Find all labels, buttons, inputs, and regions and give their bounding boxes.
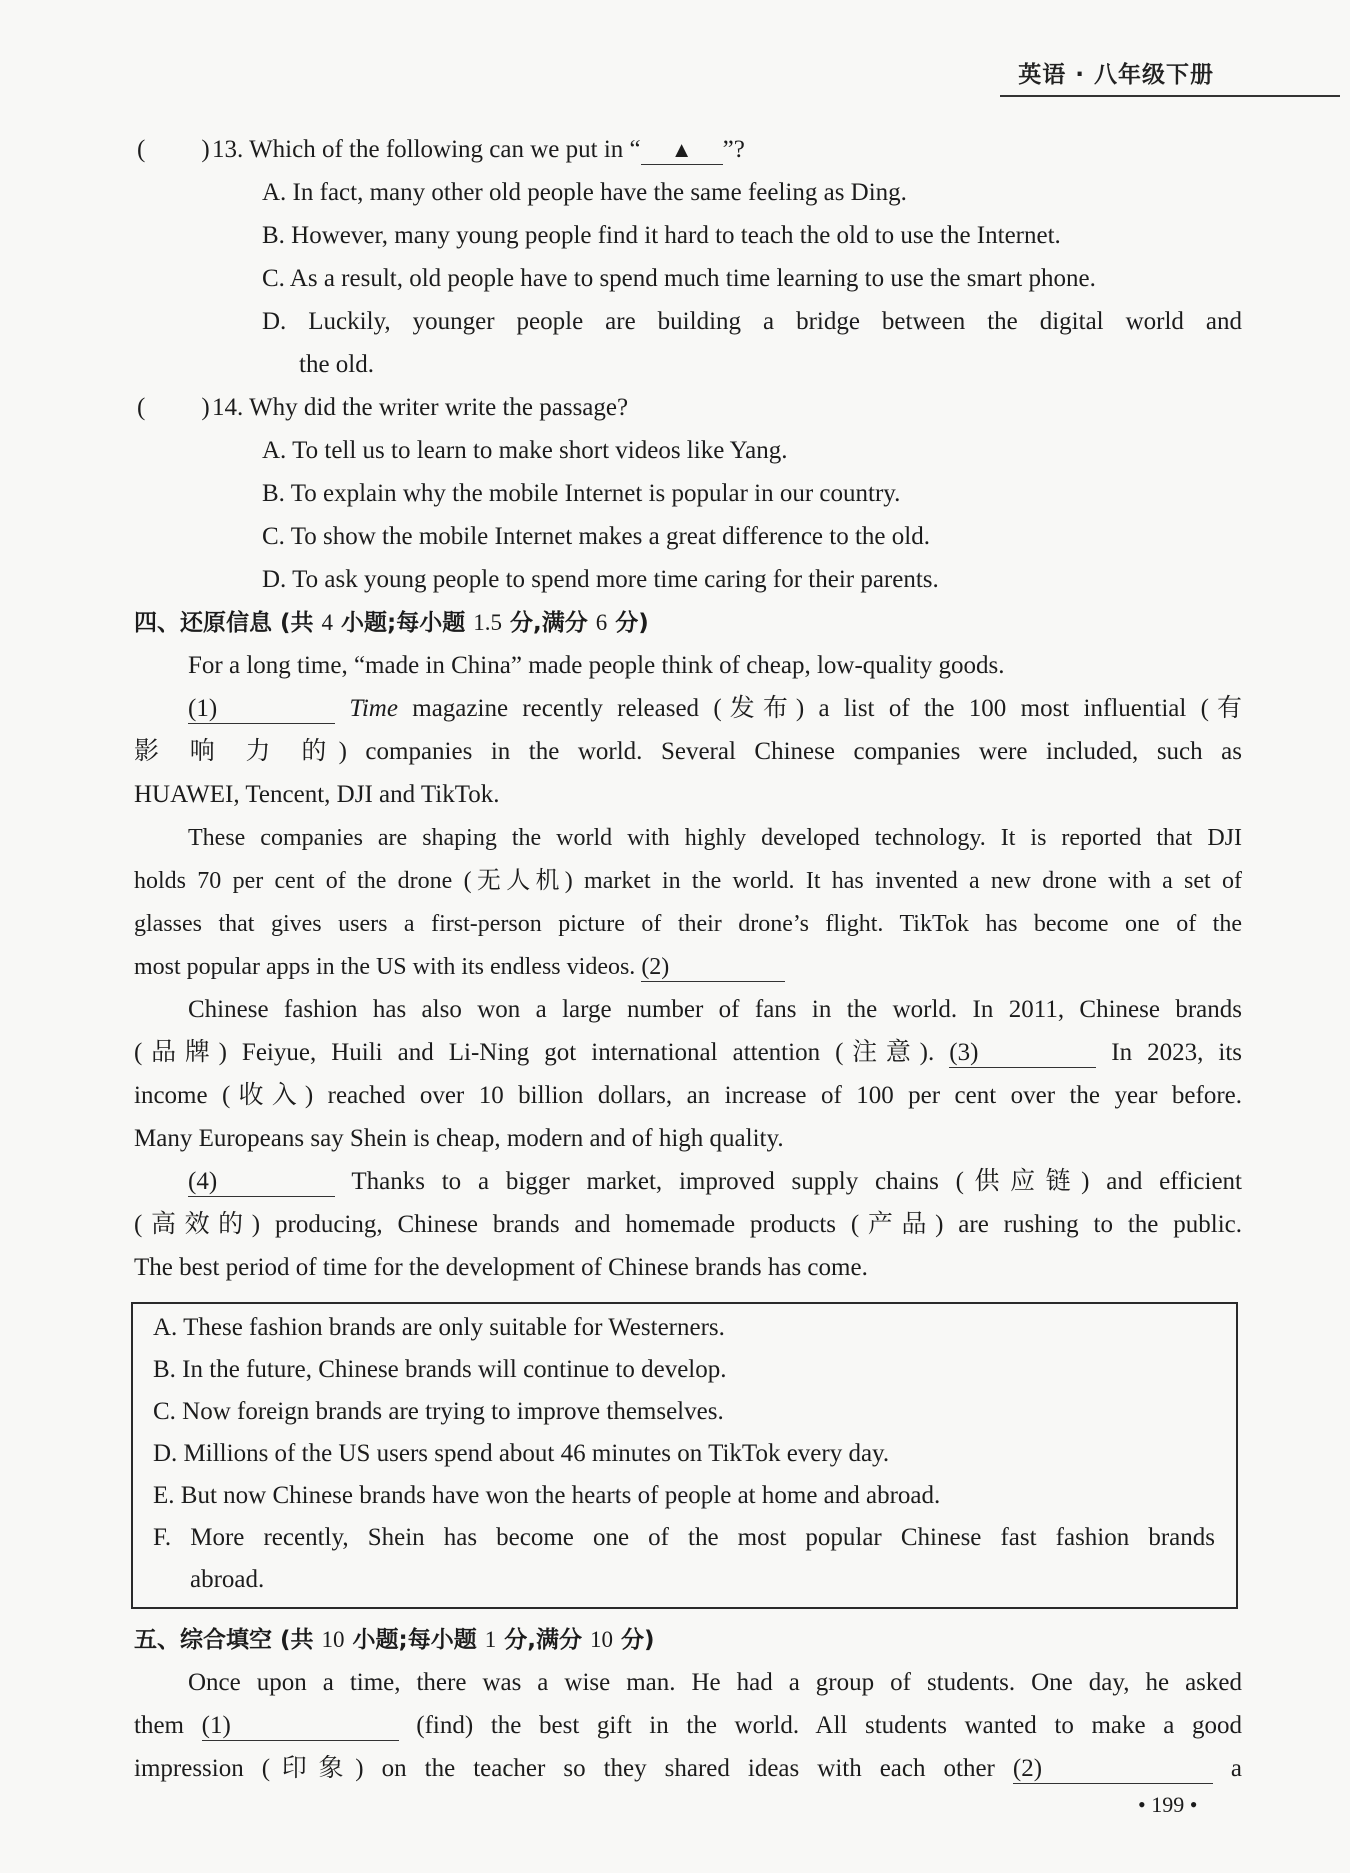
question-stem: 13. Which of the following can we put in “ ▲ ”?	[212, 136, 745, 163]
answer-paren[interactable]: ( )	[137, 136, 210, 163]
triangle-blank: ▲	[641, 136, 723, 165]
paragraph-4-line-1: Chinese fashion has also won a large number of fans in the world. In 2011, Chinese brands	[188, 996, 1242, 1023]
cloze-line-2: them (1) (find) the best gift in the world. All students wanted to make a good	[134, 1712, 1242, 1739]
option-d[interactable]: D. Luckily, younger people are building a bridge between the digital world and	[262, 308, 1242, 335]
section-5-heading: 五、综合填空 (共 10 小题;每小题 1 分,满分 10 分)	[134, 1627, 655, 1653]
box-option-e[interactable]: E. But now Chinese brands have won the hearts of people at home and abroad.	[153, 1482, 941, 1509]
option-a[interactable]: A. In fact, many other old people have the same feeling as Ding.	[262, 179, 907, 206]
page-number: • 199 •	[1138, 1792, 1198, 1817]
option-d-continued: the old.	[299, 351, 374, 378]
blank-1[interactable]: (1)	[188, 695, 335, 724]
option-d[interactable]: D. To ask young people to spend more time caring for their parents.	[262, 566, 939, 593]
cloze-blank-2[interactable]: (2)	[1013, 1755, 1213, 1784]
option-c[interactable]: C. As a result, old people have to spend much time learning to use the smart phone.	[262, 265, 1096, 292]
page-header	[0, 52, 1350, 98]
paragraph-5-line-3: The best period of time for the development of Chinese brands has come.	[134, 1254, 868, 1281]
cloze-line-1: Once upon a time, there was a wise man. He had a group of students. One day, he asked	[188, 1669, 1242, 1696]
question-stem: 14. Why did the writer write the passage?	[212, 394, 629, 421]
paragraph-4-line-4: Many Europeans say Shein is cheap, modern and of high quality.	[134, 1125, 784, 1152]
box-option-d[interactable]: D. Millions of the US users spend about 46 minutes on TikTok every day.	[153, 1440, 890, 1467]
cloze-blank-1[interactable]: (1)	[202, 1712, 399, 1741]
blank-3[interactable]: (3)	[949, 1039, 1096, 1068]
paragraph-3-line-4: most popular apps in the US with its endless videos. (2)	[134, 950, 785, 984]
paragraph-5-line-2: (高效的) producing, Chinese brands and homemade products (产品) are rushing to the public.	[134, 1211, 1242, 1238]
paragraph-2-line-2: 影 响 力 的) companies in the world. Several Chinese companies were included, such as	[134, 738, 1242, 765]
option-b[interactable]: B. To explain why the mobile Internet is popular in our country.	[262, 480, 901, 507]
paragraph-2-line-3: HUAWEI, Tencent, DJI and TikTok.	[134, 781, 500, 808]
box-option-f[interactable]: F. More recently, Shein has become one of the most popular Chinese fast fashion brands	[153, 1524, 1215, 1551]
paragraph-3-line-2: holds 70 per cent of the drone (无人机) market in the world. It has invented a new drone with a set of	[134, 868, 1242, 894]
blank-4[interactable]: (4)	[188, 1168, 335, 1197]
options-box	[131, 1302, 1238, 1609]
box-option-a[interactable]: A. These fashion brands are only suitable for Westerners.	[153, 1314, 725, 1341]
paragraph-1: For a long time, “made in China” made people think of cheap, low-quality goods.	[188, 652, 1005, 679]
box-option-c[interactable]: C. Now foreign brands are trying to improve themselves.	[153, 1398, 724, 1425]
book-title: 英语 · 八年级下册	[1018, 62, 1214, 88]
paragraph-4-line-3: income (收入) reached over 10 billion dollars, an increase of 100 per cent over the year before.	[134, 1082, 1242, 1109]
paragraph-4-line-2: (品牌) Feiyue, Huili and Li-Ning got international attention (注意). (3) In 2023, its	[134, 1039, 1243, 1066]
paragraph-3-line-3: glasses that gives users a first-person picture of their drone’s flight. TikTok has become one of the	[134, 911, 1242, 937]
option-b[interactable]: B. However, many young people find it hard to teach the old to use the Internet.	[262, 222, 1061, 249]
paragraph-3-line-1: These companies are shaping the world with highly developed technology. It is reported that DJI	[188, 825, 1242, 851]
box-option-b[interactable]: B. In the future, Chinese brands will continue to develop.	[153, 1356, 727, 1383]
option-a[interactable]: A. To tell us to learn to make short videos like Yang.	[262, 437, 788, 464]
header-rule	[1000, 95, 1340, 97]
paragraph-2-line-1: (1) Time magazine recently released (发布) a list of the 100 most influential (有	[188, 695, 1243, 722]
option-c[interactable]: C. To show the mobile Internet makes a great difference to the old.	[262, 523, 930, 550]
paragraph-5-line-1: (4) Thanks to a bigger market, improved supply chains (供应链) and efficient	[188, 1168, 1242, 1195]
blank-2[interactable]: (2)	[641, 953, 785, 982]
cloze-line-3: impression (印象) on the teacher so they shared ideas with each other (2) a	[134, 1755, 1243, 1782]
box-option-f-continued: abroad.	[190, 1566, 265, 1593]
answer-paren[interactable]: ( )	[137, 394, 210, 421]
section-4-heading: 四、还原信息 (共 4 小题;每小题 1.5 分,满分 6 分)	[134, 610, 649, 636]
